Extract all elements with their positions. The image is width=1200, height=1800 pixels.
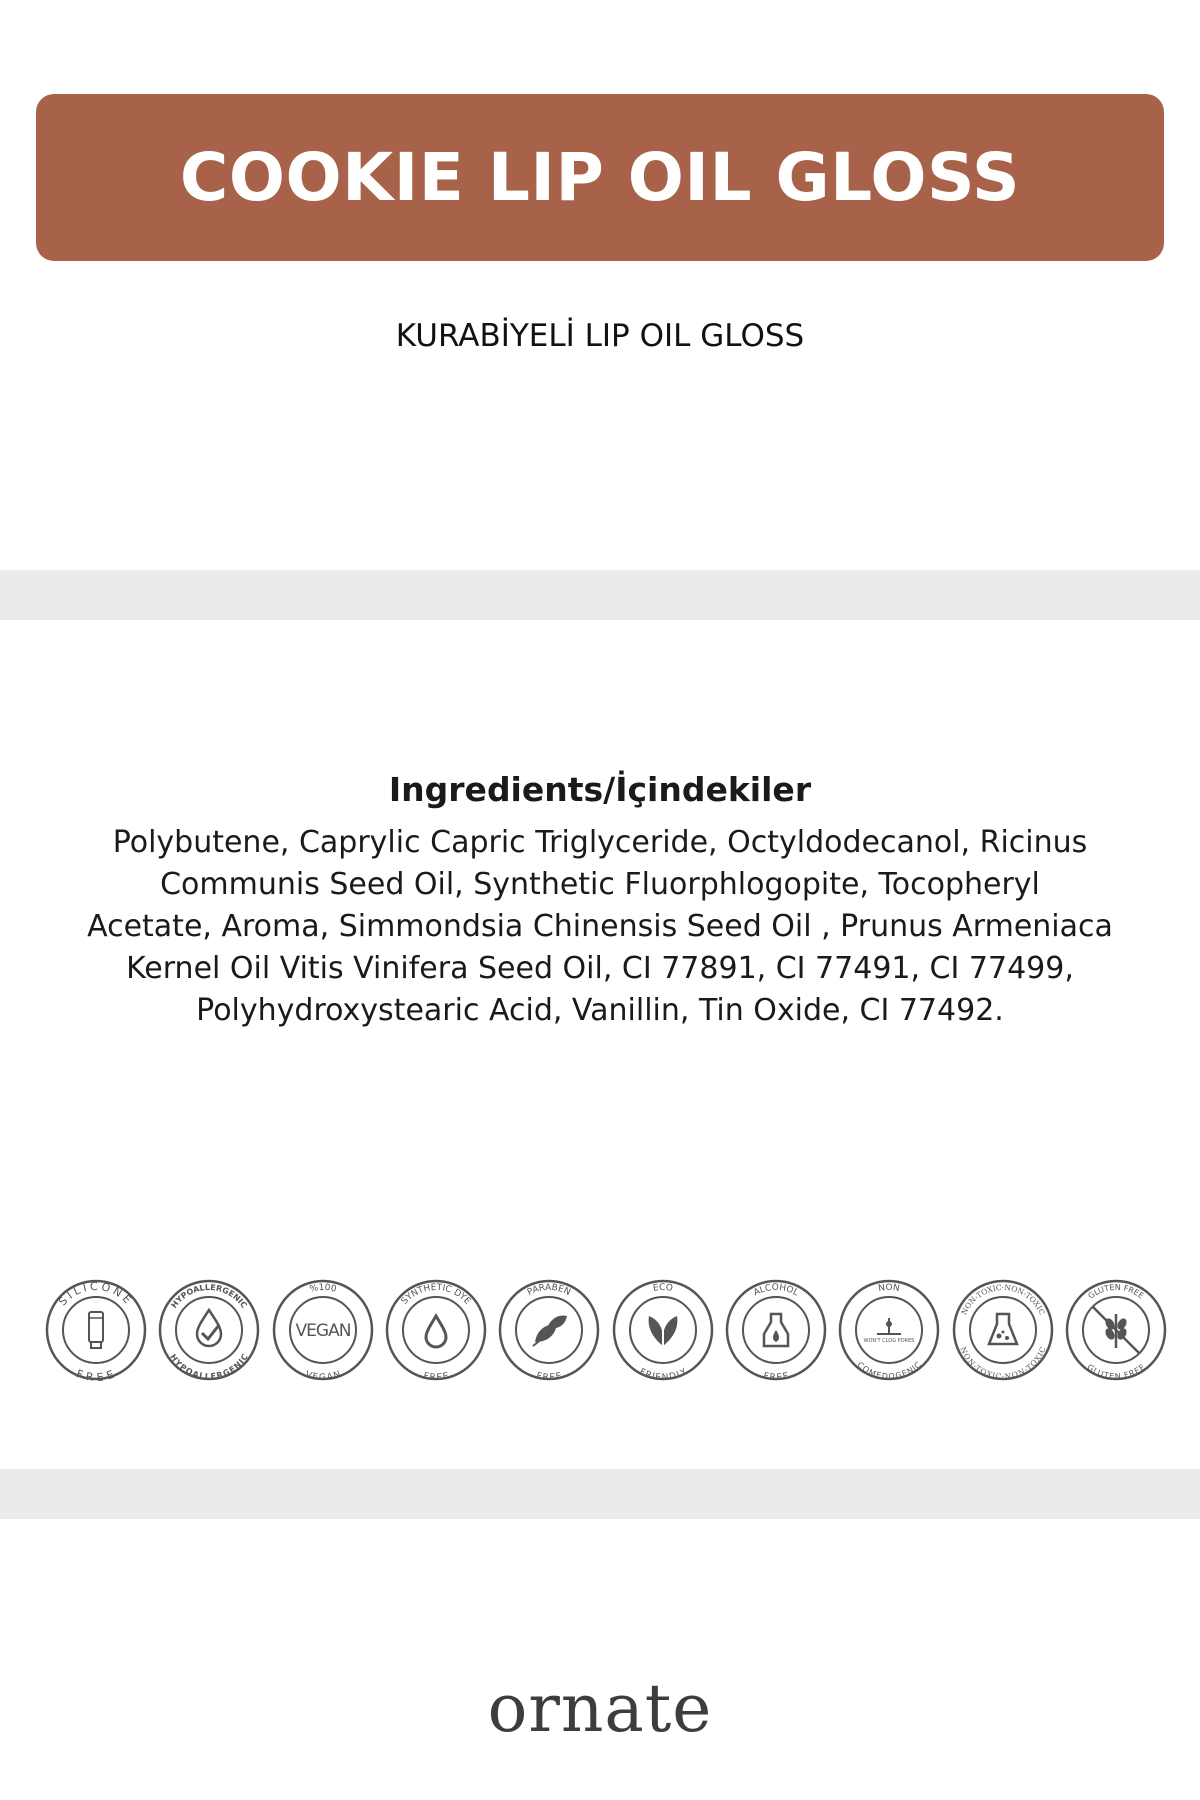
svg-text:FREE [536, 1371, 564, 1382]
brand-logo: ornate [487, 1670, 713, 1747]
paraben-free-icon [497, 1278, 601, 1382]
divider-band-top [0, 570, 1200, 620]
gluten-free-badge [1064, 1278, 1168, 1382]
badge-center-text: VEGAN [295, 1321, 351, 1341]
synthetic-dye-free-badge [384, 1278, 488, 1382]
eco-friendly-icon [611, 1278, 715, 1382]
badge-bottom-text: HYPOALLERGENIC [168, 1352, 251, 1382]
badge-top-text: NON [877, 1283, 901, 1295]
badge-bottom-text: FRIENDLY [637, 1367, 689, 1382]
badge-bottom-text: FREE [762, 1371, 790, 1382]
badge-top-text: HYPOALLERGENIC [169, 1282, 249, 1310]
alcohol-free-icon [724, 1278, 828, 1382]
badge-top-text: GLUTEN FREE [1086, 1282, 1146, 1301]
silicone-free-icon [44, 1278, 148, 1382]
silicone-free-badge [44, 1278, 148, 1382]
badge-bottom-text: FREE [422, 1371, 450, 1382]
badge-top-text: %100 [308, 1282, 338, 1295]
svg-text:%100 [308, 1283, 337, 1295]
badge-top-text: PARABEN [526, 1282, 573, 1298]
synthetic-dye-free-icon [384, 1278, 488, 1382]
svg-text:GLUTEN FREE [1085, 1363, 1146, 1382]
badge-bottom-text: GLUTEN FREE [1085, 1362, 1147, 1382]
svg-text:FREE [422, 1371, 450, 1382]
svg-text:VEGAN [304, 1370, 342, 1382]
ingredients-line: Polyhydroxystearic Acid, Vanillin, Tin Oxide, CI 77492. [196, 993, 1004, 1028]
non-comedogenic-badge [837, 1278, 941, 1382]
badge-top-text: SYNTHETIC DYE [399, 1282, 473, 1307]
ingredients-line: Communis Seed Oil, Synthetic Fluorphlogopite, Tocopheryl [160, 867, 1040, 902]
gluten-free-icon [1064, 1278, 1168, 1382]
svg-text:FREE [762, 1371, 790, 1382]
badge-top-text: SILICONE [56, 1279, 136, 1309]
badge-top-text: NON-TOXIC·NON-TOXIC [958, 1282, 1047, 1317]
product-subtitle: KURABİYELİ LIP OIL GLOSS [395, 318, 805, 354]
badge-bottom-text: FREE [535, 1371, 564, 1382]
hypoallergenic-icon [157, 1278, 261, 1382]
badge-center-text: WON'T CLOG PORES [863, 1338, 915, 1344]
eco-friendly-badge [611, 1278, 715, 1382]
paraben-free-badge [497, 1278, 601, 1382]
badge-top-text: ECO [652, 1282, 674, 1294]
ingredients-line: Acetate, Aroma, Simmondsia Chinensis Seed Oil , Prunus Armeniaca [87, 909, 1113, 944]
badge-top-text: ALCOHOL [752, 1282, 800, 1299]
title-banner [36, 94, 1164, 261]
product-title: COOKIE LIP OIL GLOSS [179, 139, 1021, 216]
non-comedogenic-icon [837, 1278, 941, 1382]
divider-band-bottom [0, 1469, 1200, 1519]
ingredients-heading: Ingredients/İçindekiler [388, 770, 812, 809]
svg-text:SYNTHETIC DYE [400, 1283, 473, 1307]
ingredients-line: Kernel Oil Vitis Vinifera Seed Oil, CI 77891, CI 77491, CI 77499, [126, 951, 1074, 986]
badge-bottom-text: COMEDOGENIC [855, 1360, 923, 1382]
badge-bottom-text: VEGAN [303, 1369, 342, 1382]
vegan-icon [271, 1278, 375, 1382]
alcohol-free-badge [724, 1278, 828, 1382]
svg-text:HYPOALLERGENIC [169, 1352, 251, 1381]
badge-row [44, 1278, 1168, 1386]
svg-text:ECO [652, 1283, 673, 1294]
svg-text:SILICONE [56, 1280, 136, 1308]
non-toxic-badge [951, 1278, 1055, 1382]
svg-text:PARABEN [526, 1283, 572, 1298]
svg-text:NON [878, 1283, 901, 1294]
badge-bottom-text: NON-TOXIC·NON-TOXIC [957, 1345, 1048, 1382]
hypoallergenic-badge [157, 1278, 261, 1382]
badge-bottom-text: FREE [74, 1367, 118, 1382]
ingredients-text [80, 822, 1120, 1032]
svg-text:NON-TOXIC·NON-TOXIC [959, 1283, 1046, 1317]
non-toxic-icon [951, 1278, 1055, 1382]
vegan-badge [271, 1278, 375, 1382]
ingredients-line: Polybutene, Caprylic Capric Triglyceride, Octyldodecanol, Ricinus [112, 825, 1088, 860]
